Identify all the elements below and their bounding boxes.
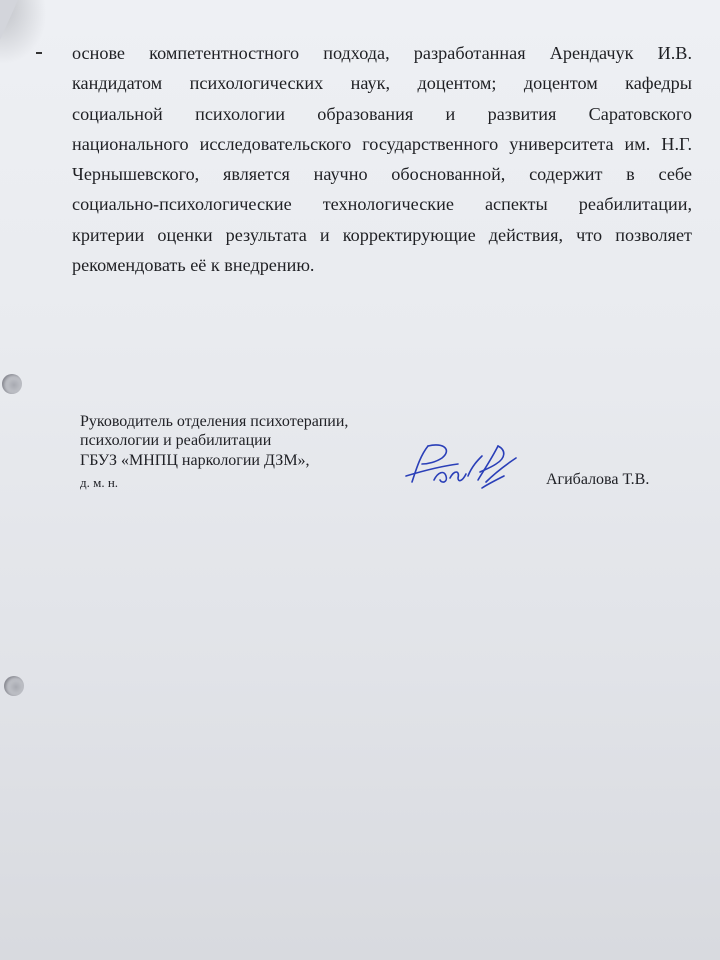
body-line: критерии оценки результата и корректирующие действия, что позволяет [72, 224, 692, 245]
signer-name: Агибалова Т.В. [546, 471, 650, 488]
margin-dash-mark [36, 52, 42, 54]
position-line: Руководитель отделения психотерапии, [80, 413, 349, 430]
body-line: национального исследовательского государственного университета им. Н.Г. [72, 133, 692, 154]
body-line: кандидатом психологических наук, доцентом; доцентом кафедры [72, 73, 692, 94]
letter-body [72, 38, 692, 280]
body-line: социально-психологические технологические аспекты реабилитации, [72, 194, 692, 215]
academic-degree: д. м. н. [80, 474, 119, 490]
punch-hole [4, 676, 24, 696]
handwritten-signature-icon [398, 436, 528, 496]
body-line: рекомендовать её к внедрению. [72, 255, 315, 276]
signature-block [80, 412, 348, 492]
punch-hole [2, 374, 22, 394]
position-line: психологии и реабилитации [80, 432, 272, 450]
page-corner-fold [0, 0, 18, 40]
body-line: социальной психологии образования и развития Саратовского [72, 103, 692, 124]
body-line: основе компетентностного подхода, разработанная Арендачук И.В. [72, 43, 692, 63]
organization-line: ГБУЗ «МНПЦ наркологии ДЗМ», [80, 451, 310, 469]
body-line: Чернышевского, является научно обоснованной, содержит в себе [72, 164, 692, 185]
